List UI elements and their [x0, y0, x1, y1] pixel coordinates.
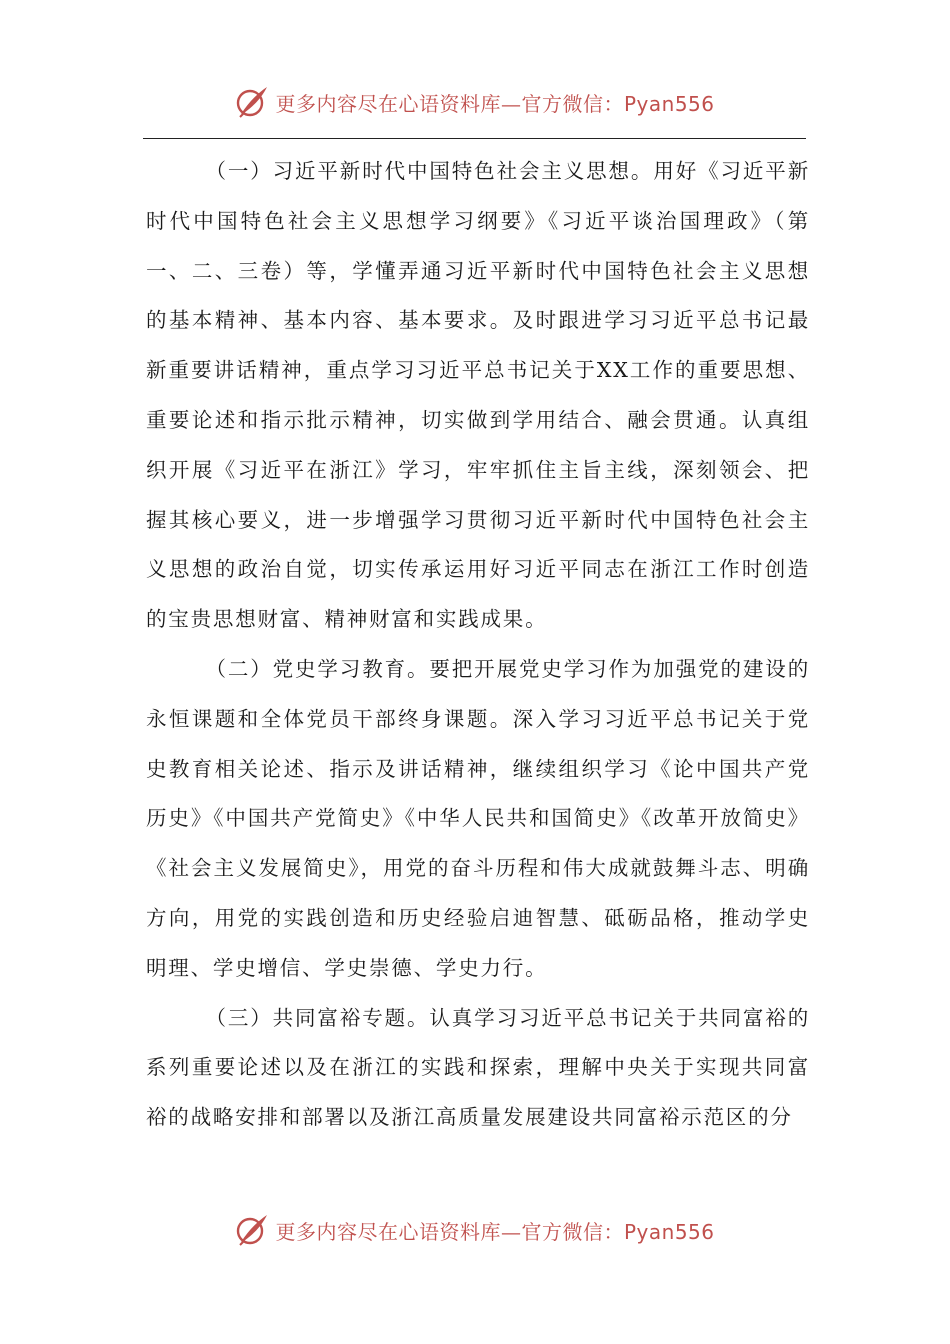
- quill-pen-logo-icon: [235, 1213, 269, 1247]
- banner-text: 更多内容尽在心语资料库—官方微信：Pyan556: [275, 91, 715, 116]
- footer-banner: [0, 1208, 950, 1252]
- wechat-handle: Pyan556: [623, 1219, 715, 1244]
- document-body: [146, 147, 810, 1143]
- header-divider: [143, 138, 806, 139]
- quill-pen-logo-icon: [235, 85, 269, 119]
- header-banner: [0, 80, 950, 124]
- paragraph-1: （一）习近平新时代中国特色社会主义思想。用好《习近平新时代中国特色社会主义思想学习纲要》《习近平谈治国理政》（第一、二、三卷）等，学懂弄通习近平新时代中国特色社会主义思想的基本精神、基本内容、基本要求。及时跟进学习习近平总书记最新重要讲话精神，重点学习习近平总书记关于XX工作的重要思想、重要论述和指示批示精神，切实做到学用结合、融会贯通。认真组织开展《习近平在浙江》学习，牢牢抓住主旨主线，深刻领会、把握其核心要义，进一步增强学习贯彻习近平新时代中国特色社会主义思想的政治自觉，切实传承运用好习近平同志在浙江工作时创造的宝贵思想财富、精神财富和实践成果。: [146, 159, 810, 632]
- banner-text: 更多内容尽在心语资料库—官方微信：Pyan556: [275, 1219, 715, 1244]
- paragraph-3: （三）共同富裕专题。认真学习习近平总书记关于共同富裕的系列重要论述以及在浙江的实践和探索，理解中央关于实现共同富裕的战略安排和部署以及浙江高质量发展建设共同富裕示范区的分: [146, 1005, 810, 1130]
- paragraph-2: （二）党史学习教育。要把开展党史学习作为加强党的建设的永恒课题和全体党员干部终身课题。深入学习习近平总书记关于党史教育相关论述、指示及讲话精神，继续组织学习《论中国共产党历史》《中国共产党简史》《中华人民共和国简史》《改革开放简史》《社会主义发展简史》，用党的奋斗历程和伟大成就鼓舞斗志、明确方向，用党的实践创造和历史经验启迪智慧、砥砺品格，推动学史明理、学史增信、学史崇德、学史力行。: [146, 656, 810, 980]
- wechat-handle: Pyan556: [623, 91, 715, 116]
